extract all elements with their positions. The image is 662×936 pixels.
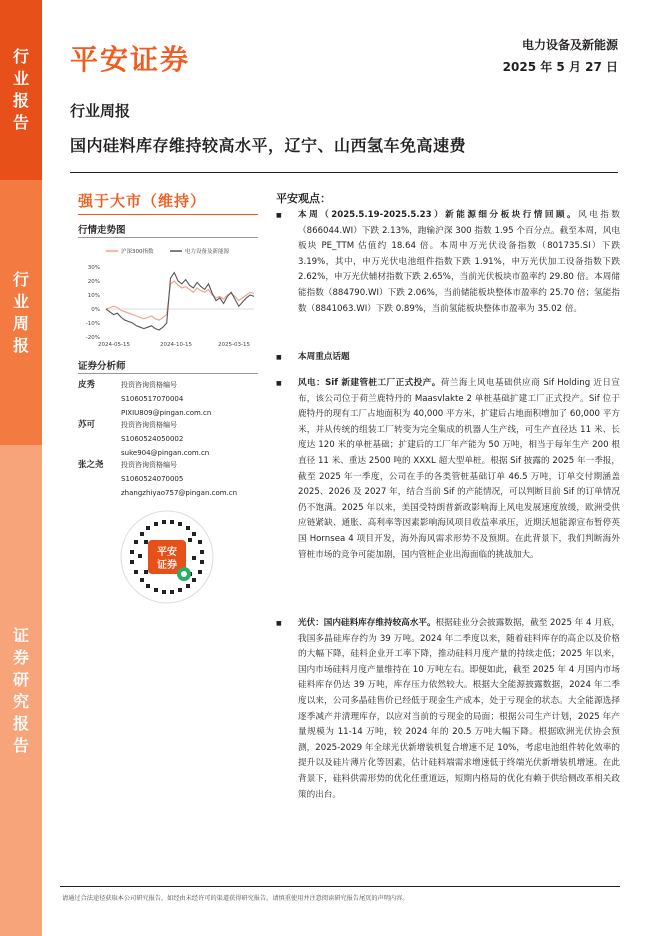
series-line-hs300 bbox=[106, 281, 254, 320]
analyst-email[interactable]: suke904@pingan.com.cn bbox=[121, 449, 210, 457]
analysts-divider bbox=[78, 373, 258, 374]
footer-divider bbox=[60, 886, 620, 887]
bullet-weekly-review bbox=[276, 208, 620, 317]
analyst-cert-label: 投资咨询资格编号 bbox=[121, 381, 177, 389]
analyst-cert-id: S1060517070004 bbox=[121, 395, 184, 403]
bullet-square-icon: ■ bbox=[276, 380, 282, 387]
rating-divider bbox=[78, 214, 258, 215]
analyst-3 bbox=[78, 458, 258, 500]
y-tick-label: 20% bbox=[87, 279, 100, 285]
band-char: 券 bbox=[12, 647, 29, 667]
band-char: 业 bbox=[12, 291, 29, 311]
analyst-info bbox=[121, 458, 261, 500]
report-date: 2025 年 5 月 27 日 bbox=[502, 60, 618, 74]
bullet-heading: 本周（2025.5.19-2025.5.23）新能源细分板块行情回顾。 bbox=[298, 210, 579, 220]
analyst-email[interactable]: zhangzhiyao757@pingan.com.cn bbox=[121, 489, 238, 497]
y-tick-label: -20% bbox=[85, 335, 100, 341]
legend-label-sector: 电力设备及新能源 bbox=[185, 249, 230, 255]
bullet-heading: 本周重点话题 bbox=[298, 352, 350, 362]
qr-logo-line2: 证券 bbox=[157, 560, 177, 571]
viewpoint-heading: 平安观点： bbox=[276, 192, 331, 205]
series-line-sector bbox=[106, 273, 254, 330]
qr-code-icon[interactable] bbox=[120, 510, 214, 604]
band-report-type bbox=[0, 0, 42, 180]
analyst-email[interactable]: PIXIU809@pingan.com.cn bbox=[121, 409, 212, 417]
analyst-info bbox=[121, 418, 261, 460]
x-tick-label: 2024-05-15 bbox=[98, 342, 130, 348]
header-meta bbox=[503, 34, 618, 78]
footer-disclaimer: 请通过合法途径获取本公司研究报告，如经由未经许可的渠道获得研究报告，请慎重使用并注意阅读研究报告尾页的声明内容。 bbox=[62, 895, 409, 902]
company-logo: 平安证券 bbox=[70, 43, 191, 76]
analyst-info bbox=[121, 378, 261, 420]
bullet-body: 荷兰海上风电基础供应商 Sif Holding 近日宣布，该公司位于荷兰鹿特丹的 Maasvlakte 2 单桩基础扩建工厂正式投产。Sif 位于鹿特丹的现有工厂占地面积为 40,000 平方米，扩建后占地面积增加了 60,000 平方米，并从传统的组装工厂转变为完全集成的机器人生产线，可生产直径达 11 米、长度达 120 米的单桩基础；扩建后的工厂年产能为 50 万吨，相当于每年生产 200 根直径 11 米、重达 2500 吨的 XXXL 超大型单桩。根据 Sif 披露的 2025 年一季报，截至 2025 年一季度，公司在手的各类管桩基础订单 46.5 万吨，订单交付期涵盖 2025、2026 及 2027 年，结合当前 Sif 的产能情况，可以判断目前 Sif 的订单情况仍不饱满。2025 年以来，美国受特朗普新政影响海上风电发展速度放缓，欧洲受供应链紧缺、通胀、高利率等因素影响海风项目收益率承压，近期沃旭能源宣布暂停英国 Hornsea 4 项目开发，海外海风需求形势不及预期。在此背景下，我们判断海外管桩市场的竞争可能加剧，国内管桩企业出海面临的挑战加大。 bbox=[298, 378, 620, 560]
analyst-1 bbox=[78, 378, 258, 420]
band-research-report bbox=[0, 445, 42, 936]
bullet-solar bbox=[276, 616, 620, 803]
bullet-heading: 风电：Sif 新建管桩工厂正式投产。 bbox=[298, 378, 441, 388]
analyst-cert-id: S1060524070005 bbox=[121, 475, 184, 483]
bullet-wind bbox=[276, 376, 620, 563]
y-tick-label: 0% bbox=[91, 307, 100, 313]
trend-divider bbox=[78, 237, 258, 238]
x-tick-label: 2025-03-15 bbox=[218, 342, 250, 348]
band-char: 研 bbox=[12, 669, 29, 689]
trend-chart-label: 行情走势图 bbox=[78, 225, 126, 236]
doc-type: 行业周报 bbox=[70, 102, 131, 120]
trend-chart bbox=[78, 245, 258, 350]
bullet-heading: 光伏：国内硅料库存维持较高水平。 bbox=[298, 618, 436, 628]
band-report-subtype bbox=[0, 180, 42, 445]
band-char: 证 bbox=[12, 625, 29, 645]
y-tick-label: 30% bbox=[87, 265, 100, 271]
band-char: 周 bbox=[12, 313, 29, 333]
analyst-name: 张之尧 bbox=[78, 460, 104, 470]
analyst-cert-label: 投资咨询资格编号 bbox=[121, 421, 177, 429]
band-char: 报 bbox=[12, 91, 29, 110]
band-char: 报 bbox=[12, 713, 29, 733]
bullet-square-icon: ■ bbox=[276, 620, 282, 627]
analysts-label: 证券分析师 bbox=[78, 361, 126, 372]
band-char: 告 bbox=[12, 113, 29, 132]
bullet-body: 风电指数（866044.WI）下跌 2.13%，跑输沪深 300 指数 1.95 个百分点。截至本周，风电板块 PE_TTM 估值约 18.64 倍。本周申万光伏设备指数（801735.SI）下跌 3.19%，其中，申万光伏电池组件指数下跌 1.91%，申万光伏加工设备指数下跌 2.62%，申万光伏辅材指数下跌 2.65%，当前光伏板块市盈率约 29.80 倍。本周储能指数（884790.WI）下跌 2.06%，当前储能板块整体市盈率约 25.70 倍；氢能指数（8841063.WI）下跌 0.89%，当前氢能板块整体市盈率为 35.02 倍。 bbox=[298, 210, 620, 314]
side-band bbox=[0, 0, 42, 936]
rating-label: 强于大市（维持） bbox=[78, 192, 207, 210]
analyst-name: 皮秀 bbox=[78, 380, 96, 390]
bullet-body: 根据硅业分会披露数据，截至 2025 年 4 月底，我国多晶硅库存约为 39 万吨。2024 年二季度以来，随着硅料库存的高企以及价格的大幅下降，硅料企业开工率下降，推动硅料月度产量的持续走低；2025 年以来，国内市场硅料月度产量维持在 10 万吨左右。即便如此，截至 2025 年 4 月国内市场硅料库存仍达 39 万吨，库存压力依然较大。根据大全能源披露数据，2024 年二季度以来，公司多晶硅售价已经低于现金生产成本，处于亏现金的状态。大全能源选择逐季减产并清理库存，以应对当前的亏现金的局面；根据公司生产计划，2025 年产量规模为 11-14 万吨，较 2024 年的 20.5 万吨大幅下降。根据欧洲光伏协会预测，2025-2029 年全球光伏新增装机复合增速不足 10%，考虑电池组件转化效率的提升以及硅片薄片化等因素，估计硅料端需求增速低于终端光伏新增装机增速。在此背景下，硅料供需形势的优化任重道远，短期内格局的优化有赖于供给侧改革相关政策的出台。 bbox=[298, 618, 620, 800]
x-tick-label: 2024-10-15 bbox=[160, 342, 192, 348]
sector-name: 电力设备及新能源 bbox=[521, 38, 618, 52]
qr-logo-line1: 平安 bbox=[157, 547, 177, 558]
analyst-name: 苏可 bbox=[78, 420, 96, 430]
doc-title: 国内硅料库存维持较高水平，辽宁、山西氢车免高速费 bbox=[70, 136, 467, 155]
bullet-square-icon: ■ bbox=[276, 212, 282, 219]
y-tick-label: 10% bbox=[87, 293, 100, 299]
analyst-cert-label: 投资咨询资格编号 bbox=[121, 461, 177, 469]
bullet-square-icon: ■ bbox=[276, 354, 282, 361]
analyst-2 bbox=[78, 418, 258, 460]
analyst-cert-id: S1060524050002 bbox=[121, 435, 184, 443]
title-divider bbox=[70, 172, 618, 173]
band-char: 告 bbox=[12, 735, 29, 755]
band-char: 究 bbox=[12, 691, 29, 711]
band-char: 业 bbox=[12, 69, 29, 88]
bullet-key-topics bbox=[276, 350, 620, 366]
band-char: 行 bbox=[12, 47, 29, 66]
band-char: 报 bbox=[12, 335, 29, 355]
band-char: 行 bbox=[12, 269, 29, 289]
legend-label-hs300: 沪深300指数 bbox=[121, 249, 154, 255]
y-tick-label: -10% bbox=[85, 321, 100, 327]
